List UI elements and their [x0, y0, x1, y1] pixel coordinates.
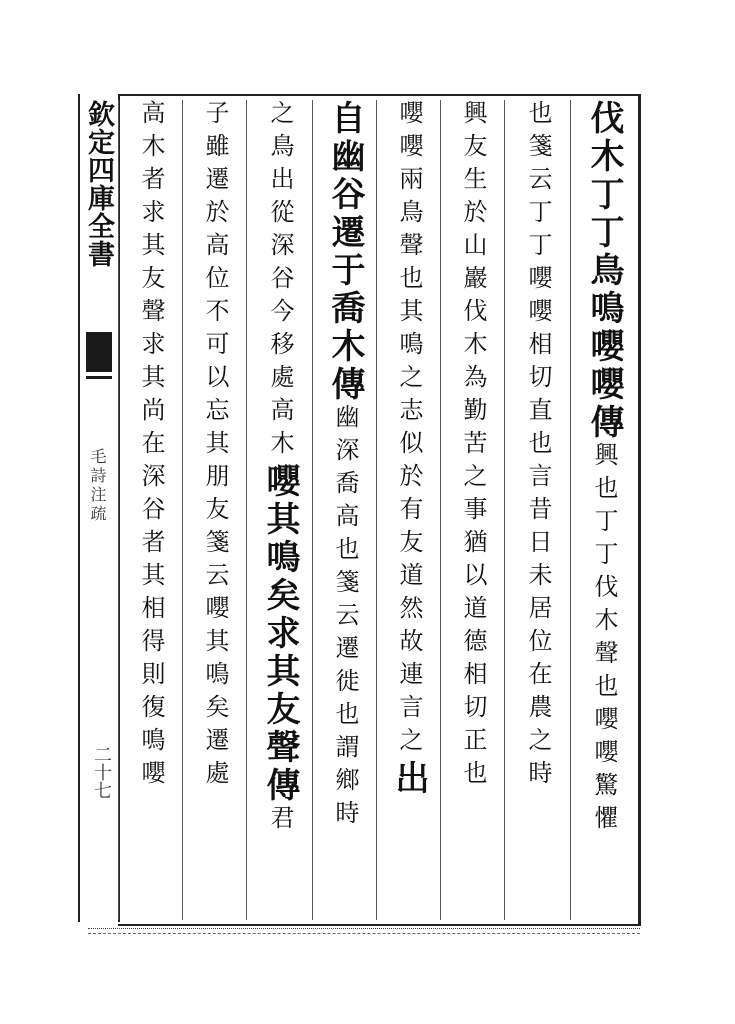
text-block: [118, 94, 641, 926]
bottom-border: [88, 928, 640, 934]
commentary-text: 也箋云丁丁嚶嚶相切直也言昔日未居位在農之時: [524, 100, 552, 793]
commentary-text: 幽深喬高也箋云遷徙也謂鄉時: [331, 404, 359, 833]
text-column-1: [570, 100, 637, 920]
commentary-text: 君: [266, 805, 294, 838]
main-text: 伐木丁丁鳥鳴嚶嚶傳: [584, 100, 624, 442]
commentary-text: 子雖遷於高位不可以忘其朋友箋云嚶其鳴矣遷處: [201, 100, 229, 793]
section-title: 毛詩注疏: [88, 448, 107, 524]
text-column-3: [440, 100, 505, 920]
text-column-4: [376, 100, 441, 920]
text-column-8: [118, 100, 183, 920]
main-text: 嚶其鳴矣求其友聲傳: [260, 463, 300, 805]
page-number: 二十七: [91, 745, 112, 799]
commentary-text: 之鳥出從深谷今移處高木: [266, 100, 294, 463]
text-column-7: [182, 100, 247, 920]
commentary-text: 興也丁丁伐木聲也嚶嚶驚懼: [590, 442, 618, 838]
book-title: 欽定四庫全書: [83, 100, 114, 268]
commentary-text: 嚶嚶兩鳥聲也其鳴之志似於有友道然故連言之: [395, 100, 423, 760]
text-column-2: [504, 100, 571, 920]
fish-tail-mark: [86, 332, 112, 372]
main-text: 自幽谷遷于喬木傳: [325, 100, 365, 404]
text-column-6: [246, 100, 313, 920]
main-text: 出: [389, 760, 429, 798]
commentary-text: 興友生於山巖伐木為勤苦之事猶以道德相切正也: [459, 100, 487, 793]
text-column-5: [312, 100, 377, 920]
commentary-text: 高木者求其友聲求其尚在深谷者其相得則復鳴嚶: [137, 100, 165, 793]
